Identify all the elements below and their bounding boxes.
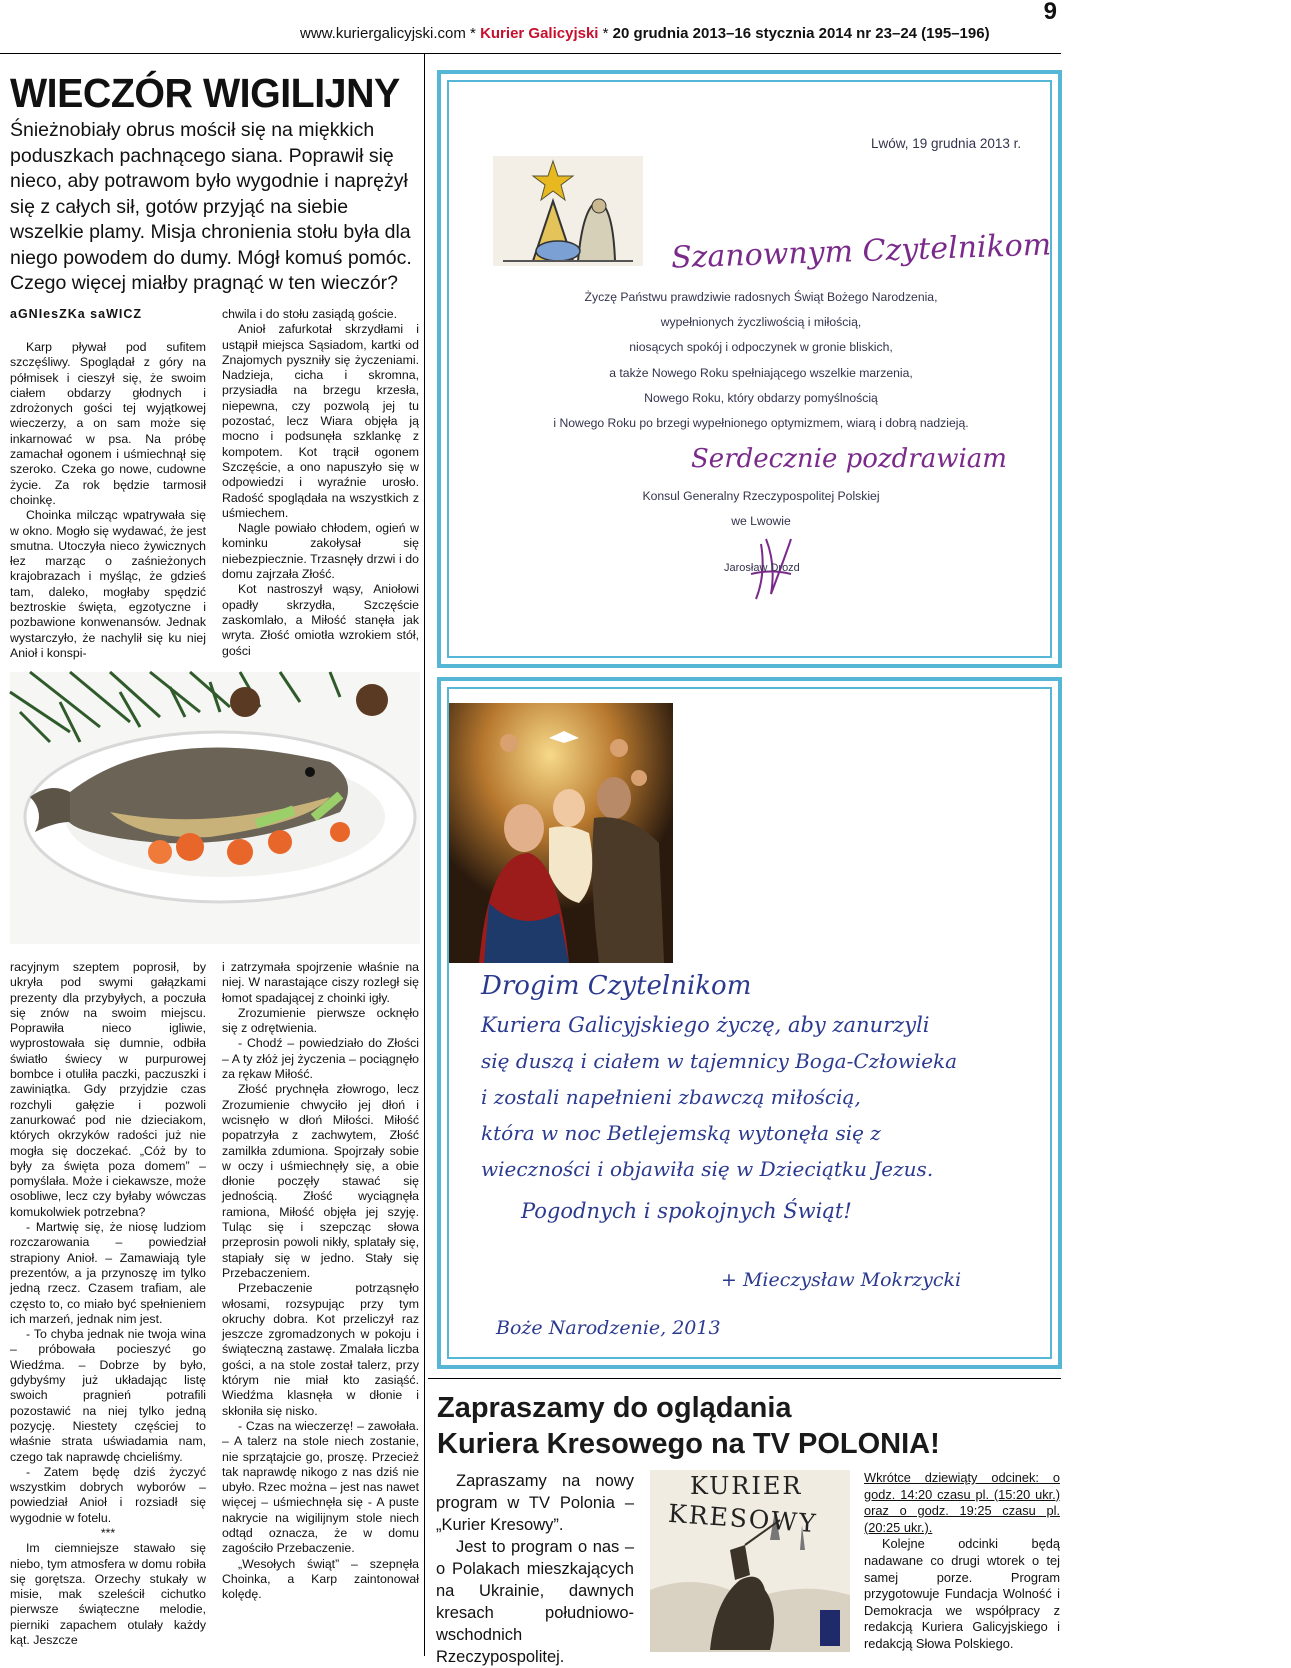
- broadcast-times: Wkrótce dziewiąty odcinek: o godz. 14:20 czasu pl. (15:20 ukr.) oraz o godz. 19:25 czasu pl. (20:25 ukr.).: [864, 1470, 1060, 1535]
- kurier-kresowy-logo: [650, 1470, 850, 1652]
- handwritten-date: Boże Narodzenie, 2013: [496, 1317, 721, 1339]
- consul-letter: [437, 70, 1062, 668]
- holy-family-painting: [449, 703, 673, 963]
- handwritten-closing: Pogodnych i spokojnych Świąt!: [521, 1199, 852, 1223]
- promo-title: Zapraszamy do oglądania Kuriera Kresowego na TV POLONIA!: [437, 1392, 940, 1460]
- brand-name: Kurier Galicyjski: [480, 25, 599, 42]
- paragraph: Choinka milcząc wpatrywała się w okno. Mogło się wydawać, że jest smutna. Utoczyła nieco żywicznych łez marząc o zaśnieżonych krajobrazach i myśląc, że gdzieś tam, daleko, mogłaby spędzić beztroskie święta, egzotyczne i pozbawione konwenansów. Jednak wystarczyło, że nachylił się ku niej Anioł i konspi-: [10, 508, 206, 660]
- paragraph: „Wesołych świąt” – szepnęła Choinka, a Karp zaintonował kolędę.: [222, 1556, 419, 1602]
- letter-closing: Serdecznie pozdrawiam: [691, 444, 1007, 474]
- bishop-letter: [437, 677, 1062, 1369]
- site-url: www.kuriergalicyjski.com: [300, 25, 466, 42]
- paragraph: Złość prychnęła złowrogo, lecz Zrozumienie chwyciło jej dłoń i wcisnęło w dłoń Miłości. Miłość popatrzyła z zachwytem, Złość zamilkła zdumiona. Spojrzały sobie w oczy i uśmiechnęły się, a obie dłonie poczęły stawać się jednością. Złość wyciągnęła ramiona, Miłość objęła jej szyję. Tuląc się i szepcząc słowa przeprosin powoli nikły, splatały się, stapiały się w jedno. Stały się Przebaczeniem.: [222, 1082, 419, 1280]
- letter-signature-title: Konsul Generalny Rzeczypospolitej Polskiej we Lwowie: [642, 489, 880, 528]
- signatory-name: Jarosław Drozd: [724, 562, 800, 574]
- promo-rule: [428, 1378, 1061, 1379]
- text-column-4: [222, 960, 419, 1602]
- paragraph: i zatrzymała spojrzenie właśnie na niej. W narastające ciszy rozległ się łomot spadającej z choinki igły.: [222, 960, 419, 1005]
- paragraph: Zrozumienie pierwsze ocknęło się z odrętwienia.: [222, 1005, 419, 1036]
- article-lead: Śnieżnobiały obrus mościł się na miękkich poduszkach pachnącego siana. Poprawił się nieco, aby potrawom było wygodnie i naprężył się z całych sił, gotów przyjąć na siebie wszelkie plamy. Misja chronienia stołu była dla niego powodem do dumy. Mógł komuś pomóc. Czego więcej miałby pragnąć w ten wieczór?: [10, 119, 412, 294]
- promo-text-left: [436, 1470, 634, 1668]
- paragraph: Zapraszamy na nowy program w TV Polonia – „Kurier Kresowy”.: [436, 1472, 634, 1534]
- letter-date: Lwów, 19 grudnia 2013 r.: [871, 136, 1022, 151]
- paragraph: - Martwię się, że niosę ludziom rozczarowania – powiedział strapiony Anioł. – Zamawiają tyle prezentów, a ja przynoszę im tylko jedną rzecz. Czasem trafiam, ale często to, co miało być spełnieniem ich marzeń, jednak nim jest.: [10, 1220, 206, 1326]
- text-column-2: [222, 307, 419, 659]
- paragraph: - To chyba jednak nie twoja wina – próbowała pocieszyć go Wiedźma. – Dobrze by było, gdybyśmy już układając listę swoich pragnień potrafili pozostawić na niej tylko jedną pozycję. Niestety częściej to właśnie strata uświadamia nam, czego tak naprawdę chcieliśmy.: [10, 1327, 206, 1464]
- handwritten-greeting: Drogim Czytelnikom: [481, 971, 752, 1001]
- page-header: www.kuriergalicyjski.com * Kurier Galicyjski * 20 grudnia 2013–16 stycznia 2014 nr 23–24 (195–196): [300, 25, 990, 42]
- paragraph: Anioł zafurkotał skrzydłami i ustąpił miejsca Sąsiadom, kartki od Znajomych pyszniły się życzeniami. Nadzieja, cicha i skromna, przysiadła na brzegu krzesła, niepewna, czy pozwolą jej tu pozostać, lecz Wiara objęła ją mocno i podsunęła szklankę z kompotem. Kot trącił ogonem Szczęście, a ono napuszyło się w odpowiedzi i wyraźnie urosło. Radość spoglądała na wszystkich z uśmiechem.: [222, 322, 419, 520]
- paragraph: Kolejne odcinki będą nadawane co drugi wtorek o tej samej porze. Program przygotowuje Fundacja Wolność i Demokracja we współpracy z redakcją Kuriera Galicyjskiego i redakcją Słowa Polskiego.: [864, 1536, 1060, 1651]
- paragraph: Karp pływał pod sufitem szczęśliwy. Spoglądał z góry na półmisek i cieszył się, że swoim ciałem obdarzy głodnych i zdrożonych gości tej wyjątkowej wieczerzy, a on sam może się inkarnować w psa. Na próbę zamachał ogonem i uśmiechnął się szeroko. Czeka go nowe, cudowne życie. Za rok będzie tarmosił choinkę.: [10, 340, 206, 507]
- text-column-3: [10, 960, 206, 1648]
- logo-text-kurier: KURIER: [690, 1472, 803, 1500]
- paragraph: racyjnym szeptem poprosił, by ukryła pod swymi gałązkami prezenty dla przybyłych, a poczuła się znów na swoim miejscu. Poprawiła nieco igliwie, wyprostowała się dumnie, odbiła światło świecy w purpurowej bombce i otuliła paczki, paczuszki i zawiniątka. Gdy przyjdzie czas rozchyli gałęzie i pozwoli zanurkować pod nie dzieciakom, których okrzyków radości już nie mogła się doczekać. „Cóż by to były za święta poza domem” – pomyślała. Może i ciekawsze, może osobliwe, lecz czy byłaby wówczas komukolwiek potrzebna?: [10, 960, 206, 1219]
- text-column-1: [10, 340, 206, 661]
- promo-text-right: [864, 1470, 1060, 1653]
- paragraph: chwila i do stołu zasiądą goście.: [222, 307, 397, 321]
- section-break: ***: [100, 1525, 116, 1540]
- paragraph: - Zatem będę dziś życzyć wszystkim dobrych wyborów – powiedział Anioł i rozsiadł się wygodnie w fotelu.: [10, 1464, 206, 1525]
- article-title: WIECZÓR WIGILIJNY: [10, 70, 400, 116]
- nativity-stained-glass-image: [493, 156, 643, 266]
- handwritten-line: się duszą i ciałem w tajemnicy Boga-Człowieka: [481, 1049, 958, 1073]
- paragraph: Kot nastroszył wąsy, Aniołowi opadły skrzydła, Szczęście zaskomlało, a Miłość stanęła jak wryta. Złość omiotła wzrokiem stół, gości: [222, 582, 419, 658]
- letter-greeting: Szanownym Czytelnikom: [670, 227, 1052, 276]
- handwritten-line: Kuriera Galicyjskiego życzę, aby zanurzyli: [481, 1013, 930, 1037]
- issue-info: 20 grudnia 2013–16 stycznia 2014 nr 23–24 (195–196): [612, 25, 990, 42]
- handwritten-line: wieczności i objawiła się w Dzieciątku Jezus.: [481, 1157, 934, 1181]
- paragraph: - Czas na wieczerzę! – zawołała. – A talerz na stole niech zostanie, nie sprzątajcie go, proszę. Przecież tak naprawdę nikogo z nas dziś nie ubyło. Rzec można – jest nas nawet więcej – uśmiechnęła się - A puste nakrycie na wigilijnym stole niech odtąd oznacza, że w domu zagościło Przebaczenie.: [222, 1418, 419, 1556]
- paragraph: - Chodź – powiedziało do Złości – A ty złóż jej życzenia – pociągnęło za rękaw Miłość.: [222, 1036, 419, 1082]
- page-number: 9: [1043, 0, 1057, 25]
- logo-text-kresowy: KRESOWY: [667, 1498, 819, 1539]
- article-author: aGNIesZKa saWICZ: [10, 307, 143, 321]
- handwritten-line: która w noc Betlejemską wytonęła się z: [481, 1121, 881, 1145]
- handwritten-signature: + Mieczysław Mokrzycki: [721, 1269, 962, 1291]
- paragraph: Jest to program o nas – o Polakach mieszkających na Ukrainie, dawnych kresach południowo-wschodnich Rzeczypospolitej.: [436, 1538, 634, 1666]
- handwritten-line: i zostali napełnieni zbawczą miłością,: [481, 1085, 861, 1109]
- paragraph: Im ciemniejsze stawało się niebo, tym atmosfera w domu robiła się gorętsza. Orzechy stukały w misie, mak szeleścił cichutko pierwsze świąteczne melodie, pierniki zapachem otulały każdy kąt. Jeszcze: [10, 1541, 206, 1648]
- paragraph: Nagle powiało chłodem, ogień w kominku zakołysał się niebezpiecznie. Trzasnęły drzwi i do domu zajrzała Złość.: [222, 521, 419, 582]
- paragraph: Przebaczenie potrząsnęło włosami, rozsypując przy tym okruchy dobra. Kot przeliczył raz jeszcze zgromadzonych w pokoju i świąteczną zastawę. Zmalała liczba gości, a na stole został talerz, przy którym nie miał kto zasiąść. Wiedźma klasnęła w dłonie i skłoniła się nisko.: [222, 1281, 419, 1418]
- carp-dish-photo: [10, 672, 420, 944]
- letter-wishes: Życzę Państwu prawdziwie radosnych Świąt Bożego Narodzenia, wypełnionych życzliwością i miłością, niosących spokój i odpoczynek w gronie bliskich, a także Nowego Roku spełniającego wszelkie marzenia, Nowego Roku, który obdarzy pomyślnością i Nowego Roku po brzegi wypełnionego optymizmem, wiarą i dobrą nadzieją.: [553, 290, 969, 431]
